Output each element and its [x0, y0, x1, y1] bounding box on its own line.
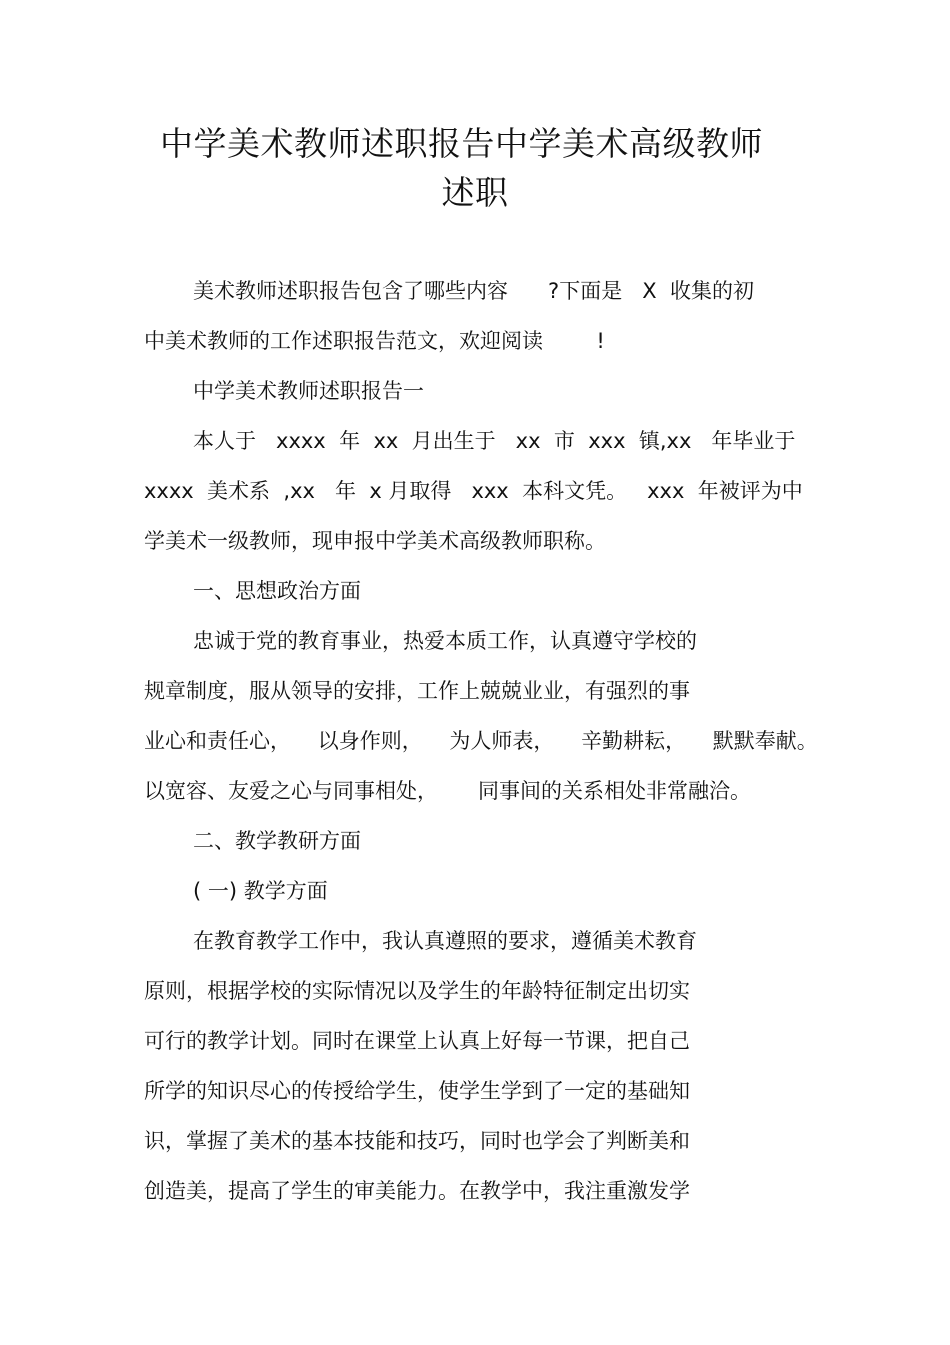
subsection-heading-teaching: ( 一) 教学方面	[193, 879, 328, 903]
body-line-15: 原则，根据学校的实际情况以及学生的年龄特征制定出切实	[144, 979, 690, 1003]
body-line-4: 本人于 xxxx 年 xx 月出生于 xx 市 xxx 镇,xx 年毕业于	[193, 429, 796, 453]
body-line-19: 创造美，提高了学生的审美能力。在教学中，我注重激发学	[144, 1179, 690, 1203]
body-line-16: 可行的教学计划。同时在课堂上认真上好每一节课，把自己	[144, 1029, 690, 1053]
body-line-11: 以宽容、友爱之心与同事相处， 同事间的关系相处非常融洽。	[144, 779, 752, 803]
body-line-2: 中美术教师的工作述职报告范文，欢迎阅读 !	[144, 329, 605, 353]
body-line-5: xxxx 美术系 ,xx 年 x 月取得 xxx 本科文凭。 xxx 年被评为中	[144, 479, 803, 503]
section-heading-teaching-research: 二、教学教研方面	[193, 829, 361, 853]
body-line-1: 美术教师述职报告包含了哪些内容 ?下面是 X 收集的初	[193, 279, 754, 303]
document-title-line-1: 中学美术教师述职报告中学美术高级教师	[160, 124, 763, 163]
body-line-6: 学美术一级教师，现申报中学美术高级教师职称。	[144, 529, 606, 553]
section-heading-report-1: 中学美术教师述职报告一	[193, 379, 424, 403]
document-title-line-2: 述职	[441, 173, 509, 212]
body-line-8: 忠诚于党的教育事业，热爱本质工作，认真遵守学校的	[193, 629, 697, 653]
body-line-17: 所学的知识尽心的传授给学生，使学生学到了一定的基础知	[144, 1079, 690, 1103]
body-line-10: 业心和责任心， 以身作则， 为人师表， 辛勤耕耘， 默默奉献。	[144, 729, 818, 753]
body-line-14: 在教育教学工作中，我认真遵照的要求，遵循美术教育	[193, 929, 697, 953]
body-line-9: 规章制度，服从领导的安排，工作上兢兢业业，有强烈的事	[144, 679, 690, 703]
section-heading-politics: 一、思想政治方面	[193, 579, 361, 603]
body-line-18: 识，掌握了美术的基本技能和技巧，同时也学会了判断美和	[144, 1129, 690, 1153]
